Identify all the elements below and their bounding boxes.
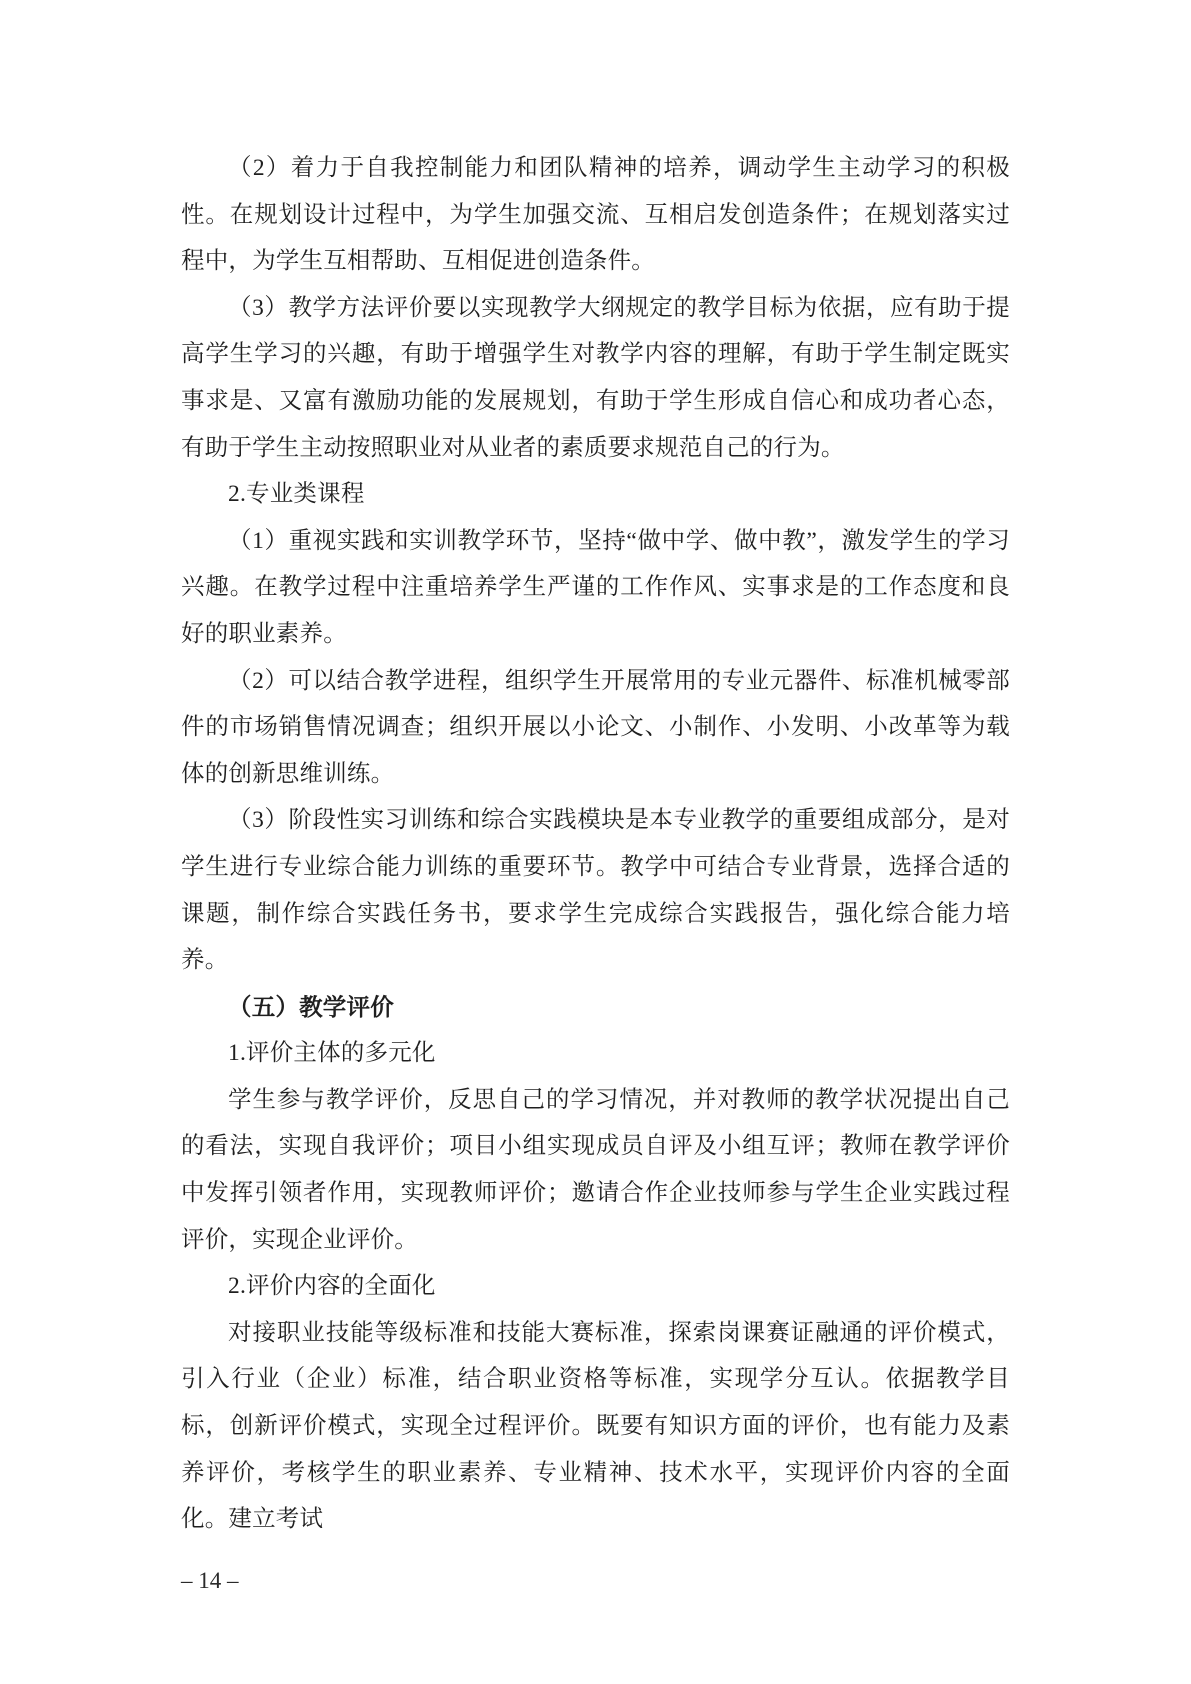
page-footer — [181, 1566, 239, 1596]
paragraph: 对接职业技能等级标准和技能大赛标准，探索岗课赛证融通的评价模式，引入行业（企业）标准，结合职业资格等标准，实现学分互认。依据教学目标，创新评价模式，实现全过程评价。既要有知识方面的评价，也有能力及素养评价，考核学生的职业素养、专业精神、技术水平，实现评价内容的全面化。建立考试 — [181, 1319, 1010, 1533]
paragraph: （1）重视实践和实训教学环节，坚持“做中学、做中教”，激发学生的学习兴趣。在教学过程中注重培养学生严谨的工作作风、实事求是的工作态度和良好的职业素养。 — [181, 527, 1010, 647]
paragraph: 2.评价内容的全面化 — [228, 1273, 436, 1300]
paragraph: 2.专业类课程 — [228, 481, 365, 508]
paragraph: 1.评价主体的多元化 — [228, 1040, 436, 1067]
document-body — [181, 145, 1010, 1543]
paragraph: （3）阶段性实习训练和综合实践模块是本专业教学的重要组成部分，是对学生进行专业综合能力训练的重要环节。教学中可结合专业背景，选择合适的课题，制作综合实践任务书，要求学生完成综合实践报告，强化综合能力培养。 — [181, 807, 1010, 974]
paragraph: 学生参与教学评价，反思自己的学习情况，并对教师的教学状况提出自己的看法，实现自我评价；项目小组实现成员自评及小组互评；教师在教学评价中发挥引领者作用，实现教师评价；邀请合作企业技师参与学生企业实践过程评价，实现企业评价。 — [181, 1086, 1010, 1253]
page-number: – 14 – — [181, 1568, 239, 1593]
paragraph: （2）可以结合教学进程，组织学生开展常用的专业元器件、标准机械零部件的市场销售情况调查；组织开展以小论文、小制作、小发明、小改革等为载体的创新思维训练。 — [181, 667, 1010, 787]
paragraph: （2）着力于自我控制能力和团队精神的培养，调动学生主动学习的积极性。在规划设计过程中，为学生加强交流、互相启发创造条件；在规划落实过程中，为学生互相帮助、互相促进创造条件。 — [181, 155, 1010, 275]
paragraph: （3）教学方法评价要以实现教学大纲规定的教学目标为依据，应有助于提高学生学习的兴趣，有助于增强学生对教学内容的理解，有助于学生制定既实事求是、又富有激励功能的发展规划，有助于学生形成自信心和成功者心态，有助于学生主动按照职业对从业者的素质要求规范自己的行为。 — [181, 294, 1010, 461]
section-heading: （五）教学评价 — [228, 993, 394, 1020]
